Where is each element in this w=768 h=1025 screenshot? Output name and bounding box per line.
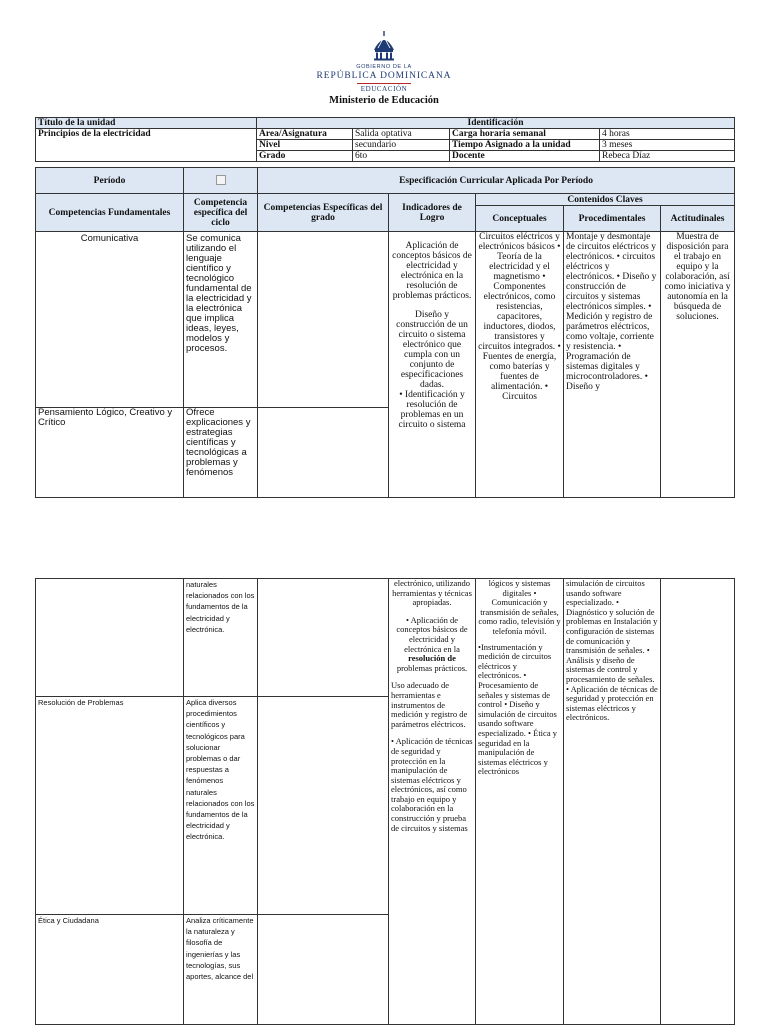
area-value: Salida optativa	[353, 129, 450, 140]
header-actitudinales: Actitudinales	[661, 206, 735, 232]
identification-table	[35, 117, 735, 162]
area-label: Área/Asignatura	[257, 129, 353, 140]
header-indicadores: Indicadores de Logro	[389, 194, 476, 232]
curriculum-table-page2	[35, 578, 735, 1025]
conceptuales-continuacion: lógicos y sistemas digitales • Comunicación y transmisión de señales, como radio, televisión y telefonía móvil.	[478, 578, 561, 636]
indicadores-cell-p1	[389, 232, 476, 498]
header-competencias-fundamentales: Competencias Fundamentales	[36, 194, 184, 232]
conceptuales-cell-p1: Circuitos eléctricos y electrónicos básicos • Teoría de la electricidad y el magnetismo • Componentes electrónicos, como resistencias, capacitores, inductores, diodos, transistores y circuitos integrados. • Fuentes de energía, como baterías y fuentes de alimentación. • Circuitos	[476, 232, 564, 498]
header-competencia-especifica: Competencia específica del ciclo	[184, 194, 258, 232]
competencia-cell-cont	[36, 579, 184, 697]
carga-label: Carga horaria semanal	[450, 129, 600, 140]
indicador-aplicacion-2	[391, 616, 473, 674]
header-procedimentales: Procedimentales	[564, 206, 661, 232]
grado-cell-2	[258, 408, 389, 498]
especifica-pensamiento: Ofrece explicaciones y estrategias científicas y tecnológicas a problemas y fenómenos	[184, 408, 258, 498]
especifica-continuacion: naturales relacionados con los fundamentos de la electricidad y electrónica.	[184, 579, 258, 697]
grado-value: 6to	[353, 151, 450, 162]
indicador-seguridad: • Aplicación de técnicas de seguridad y protección en la manipulación de sistemas eléctricos y electrónicos, así como trabajo en equipo y colaboración en la construcción y prueba de circuitos y sistemas	[391, 736, 473, 833]
educacion-text: EDUCACIÓN	[360, 85, 408, 93]
grado-label: Grado	[257, 151, 353, 162]
indicador-aplicacion-2-end: problemas prácticos.	[396, 662, 468, 673]
grado-cell-5	[258, 915, 389, 1025]
periodo-label: Período	[36, 168, 184, 194]
conceptuales-instrumentacion: •Instrumentación y medición de circuitos eléctricos y electrónicos. • Procesamiento de señales y sistemas de control • Diseño y simulación de circuitos usando software especializado. • Ética y seguridad en la manipulación de sistemas eléctricos y electrónicos	[478, 641, 557, 777]
competencia-comunicativa: Comunicativa	[36, 232, 184, 408]
actitudinales-cell-p1: Muestra de disposición para el trabajo en equipo y la colaboración, así como iniciativa y autonomía en la búsqueda de soluciones.	[661, 232, 735, 498]
especificacion-label: Especificación Curricular Aplicada Por Período	[258, 168, 735, 194]
nivel-value: secundario	[353, 140, 450, 151]
titulo-label: Título de la unidad	[36, 118, 257, 129]
titulo-value: Principios de la electricidad	[36, 129, 257, 162]
republica-text: REPÚBLICA DOMINICANA	[316, 71, 452, 81]
header-competencias-grado: Competencias Específicas del grado	[258, 194, 389, 232]
gobierno-text: GOBIERNO DE LA	[356, 64, 412, 70]
tiempo-value: 3 meses	[600, 140, 735, 151]
image-placeholder-icon	[216, 175, 226, 185]
conceptuales-cell-p2	[476, 579, 564, 1025]
grado-cell-4	[258, 697, 389, 915]
curriculum-table-page1	[35, 167, 735, 498]
indicadores-cell-p2	[389, 579, 476, 1025]
grado-cell-1	[258, 232, 389, 408]
indicador-identificacion: • Identificación y resolución de problemas en un circuito o sistema	[398, 390, 466, 430]
tiempo-label: Tiempo Asignado a la unidad	[450, 140, 600, 151]
header-conceptuales: Conceptuales	[476, 206, 564, 232]
indicador-aplicacion: Aplicación de conceptos básicos de electricidad y electrónica en la resolución de problemas prácticos.	[392, 241, 472, 301]
procedimentales-cell-p2: simulación de circuitos usando software especializado. • Diagnóstico y solución de problemas en Instalación y configuración de sistemas de comunicación y transmisión de señales. • Análisis y diseño de sistemas de control y procesamiento de señales. • Aplicación de técnicas de seguridad y protección en sistemas eléctricos y electrónicos.	[564, 579, 661, 1025]
especifica-comunicativa: Se comunica utilizando el lenguaje científico y tecnológico fundamental de la electricidad y la electrónica que implica ideas, leyes, modelos y procesos.	[184, 232, 258, 408]
indicador-diseno: Diseño y construcción de un circuito o sistema electrónico que cumpla con un conjunto de especificaciones dadas.	[396, 310, 468, 390]
competencia-pensamiento: Pensamiento Lógico, Creativo y Crítico	[36, 408, 184, 498]
docente-label: Docente	[450, 151, 600, 162]
header-divider	[357, 83, 411, 84]
ministerio-title: Ministerio de Educación	[329, 95, 439, 106]
indicador-uso: Uso adecuado de herramientas e instrumentos de medición y registro de parámetros eléctricos.	[391, 680, 468, 729]
header-contenidos-claves: Contenidos Claves	[476, 194, 735, 206]
indicador-aplicacion-2-bold: resolución de	[408, 653, 456, 664]
actitudinales-cell-p2	[661, 579, 735, 1025]
periodo-cell	[184, 168, 258, 194]
carga-value: 4 horas	[600, 129, 735, 140]
identificacion-label: Identificación	[257, 118, 735, 129]
competencia-resolucion: Resolución de Problemas	[36, 697, 184, 915]
nivel-label: Nivel	[257, 140, 353, 151]
competencia-etica: Ética y Ciudadana	[36, 915, 184, 1025]
docente-value: Rebeca Díaz	[600, 151, 735, 162]
government-seal-icon	[367, 28, 401, 62]
especifica-etica: Analiza críticamente la naturaleza y filosofía de ingenierías y las tecnologías, sus aportes, alcance del	[184, 915, 258, 1025]
procedimentales-cell-p1: Montaje y desmontaje de circuitos eléctricos y electrónicos. • circuitos eléctricos y electrónicos. • Diseño y construcción de circuitos y sistemas electrónicos simples. • Medición y registro de parámetros eléctricos, como voltaje, corriente y resistencia. • Programación de sistemas digitales y microcontroladores. • Diseño y	[564, 232, 661, 498]
especifica-resolucion: Aplica diversos procedimientos científicos y tecnológicos para solucionar problemas o dar respuestas a fenómenos naturales relacionados con los fundamentos de la electricidad y electrónica.	[184, 697, 258, 915]
indicador-continuacion: electrónico, utilizando herramientas y técnicas apropiadas.	[392, 578, 472, 608]
document-header	[0, 28, 768, 107]
indicador-aplicacion-2-text: • Aplicación de conceptos básicos de electricidad y electrónica en la	[396, 614, 468, 654]
grado-cell-3	[258, 579, 389, 697]
